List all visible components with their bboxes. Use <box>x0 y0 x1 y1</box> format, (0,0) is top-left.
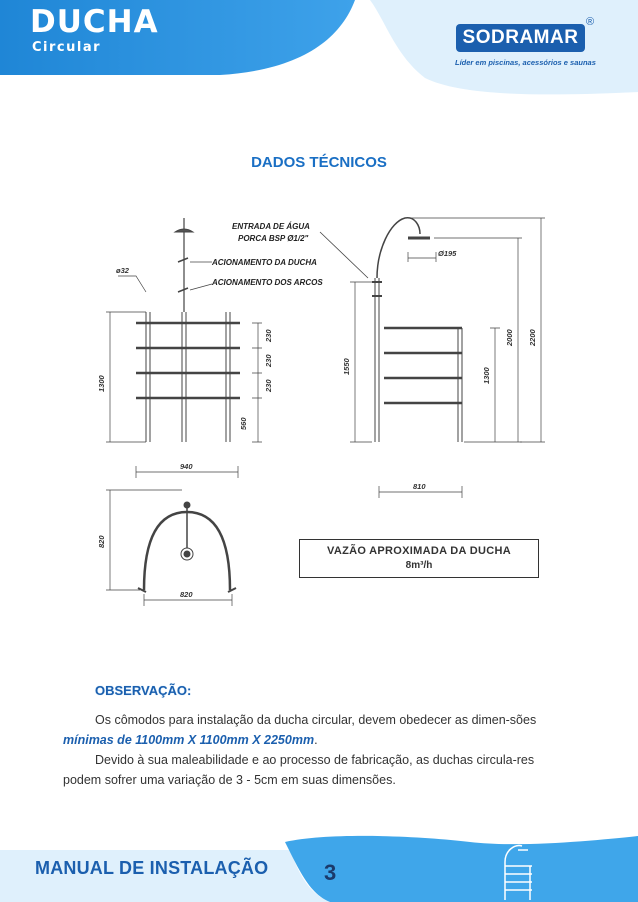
dim-560: 560 <box>239 417 248 430</box>
doc-subtitle: Circular <box>32 40 102 55</box>
label-d195: Ø195 <box>438 249 457 258</box>
dim-230-c: 230 <box>264 379 273 392</box>
flow-rate-label: VAZÃO APROXIMADA DA DUCHA <box>327 545 511 557</box>
dim-230-b: 230 <box>264 354 273 367</box>
observation-text-1: Os cômodos para instalação da ducha circular, devem obedecer as dimen-sões <box>95 713 537 727</box>
front-arches <box>136 323 240 398</box>
dim-820-left: 820 <box>97 535 106 548</box>
front-control-valves <box>178 258 188 292</box>
page-number: 3 <box>324 860 337 885</box>
dim-810: 810 <box>413 482 426 491</box>
observation-title: OBSERVAÇÃO: <box>95 683 192 698</box>
label-arch-control: ACIONAMENTO DOS ARCOS <box>212 278 323 287</box>
manual-label: MANUAL DE INSTALAÇÃO <box>35 858 269 878</box>
flow-rate-box <box>299 539 539 578</box>
dim-1300-left: 1300 <box>97 375 106 392</box>
observation-text-2: Devido à sua maleabilidade e ao processo de fabricação, as duchas circula-res podem sofrer uma variação de 3 - 5cm em suas dimensões. <box>63 753 535 787</box>
dim-2200: 2200 <box>528 329 537 346</box>
observation-dimensions: mínimas de 1100mm X 1100mm X 2250mm <box>63 733 315 747</box>
registered-mark: ® <box>586 16 595 28</box>
front-right-post <box>226 312 230 442</box>
dim-820-bottom: 820 <box>180 590 193 599</box>
side-arches <box>384 328 462 403</box>
front-left-post <box>146 312 150 442</box>
dim-940: 940 <box>180 462 193 471</box>
dim-1300-right: 1300 <box>482 367 491 384</box>
side-rear-post <box>458 328 462 442</box>
label-water-inlet-nut: PORCA BSP Ø1/2" <box>238 234 309 243</box>
doc-title: DUCHA <box>30 4 159 40</box>
dim-1550: 1550 <box>342 358 351 375</box>
observation-paragraph-1 <box>63 710 575 750</box>
label-d32: ø32 <box>116 266 129 275</box>
section-title: DADOS TÉCNICOS <box>251 154 387 171</box>
dim-230-a: 230 <box>264 329 273 342</box>
observation-text-1-end: . <box>314 733 318 747</box>
observation-paragraph-2 <box>63 750 575 790</box>
front-shower-head <box>175 229 193 232</box>
label-water-inlet: ENTRADA DE ÁGUA <box>232 222 310 231</box>
flow-rate-value: 8m³/h <box>405 560 433 571</box>
dim-2000: 2000 <box>505 329 514 346</box>
side-view-pole <box>375 278 379 442</box>
front-center-post <box>182 312 186 442</box>
label-shower-control: ACIONAMENTO DA DUCHA <box>212 258 317 267</box>
brand-logo: SODRAMAR <box>456 24 585 52</box>
brand-tagline: Líder em piscinas, acessórios e saunas <box>455 58 596 67</box>
